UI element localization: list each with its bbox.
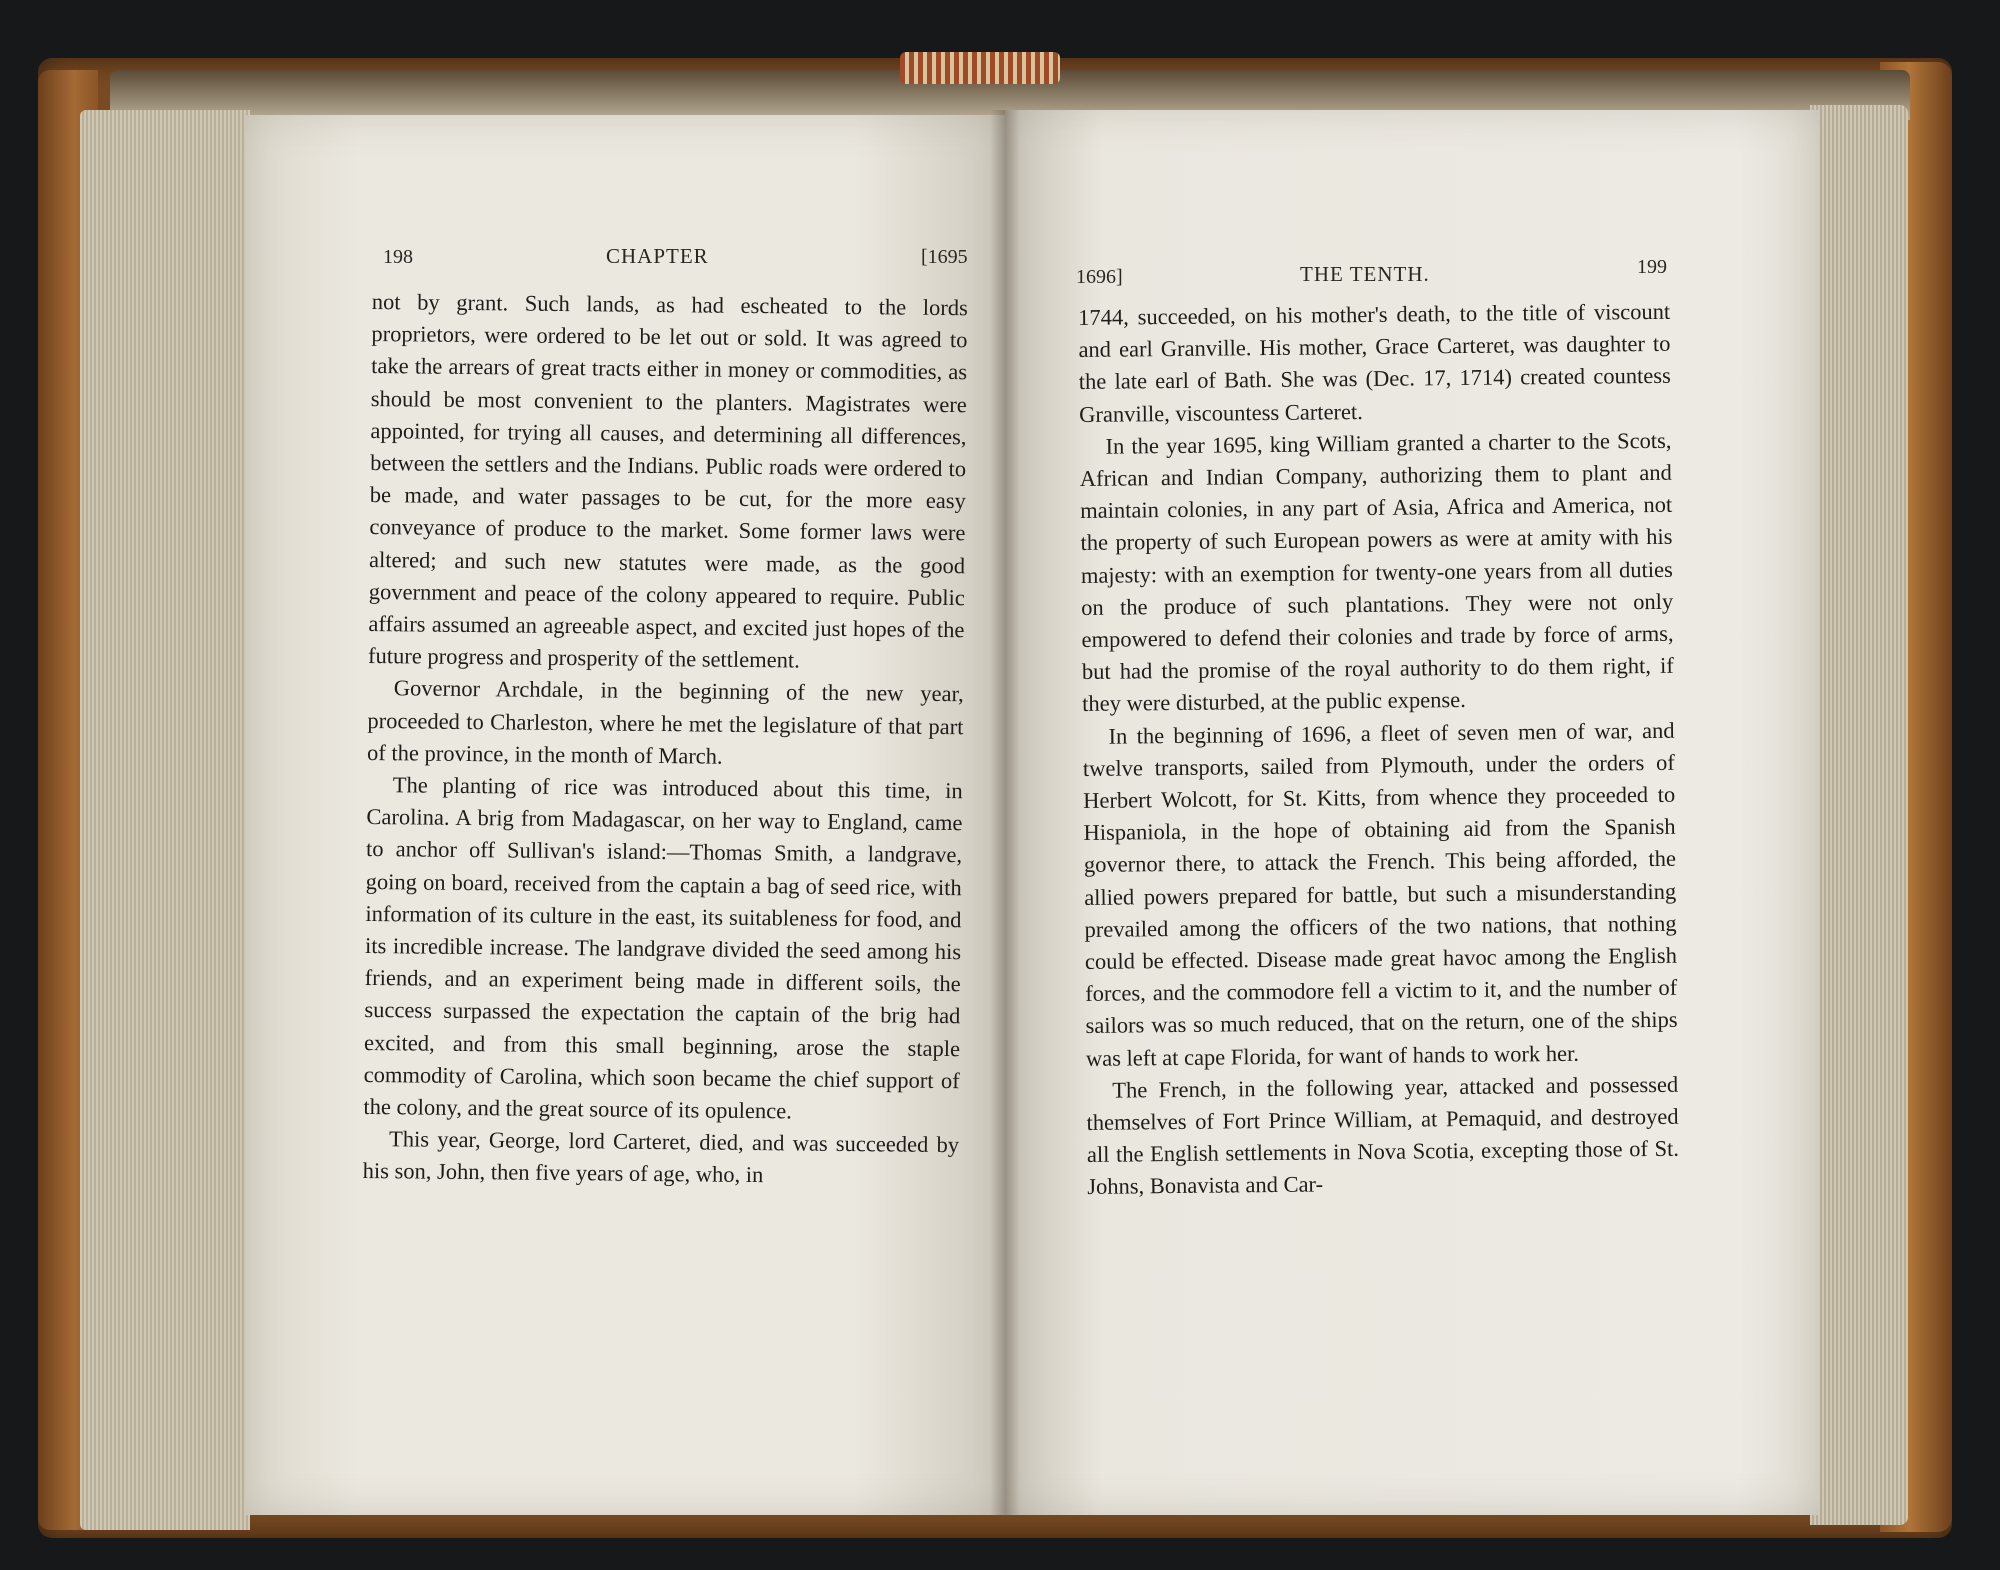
left-page-text	[363, 286, 968, 1194]
paragraph: The planting of rice was introduced about this time, in Carolina. A brig from Madagascar, on her way to England, came to anchor off Sullivan's island:—Thomas Smith, a landgrave, going on board, received from the captain a bag of seed rice, with information of its culture in the east, its suitableness for food, and its incredible increase. The landgrave divided the seed among his friends, and an experiment being made in different soils, the success surpassed the expectation the captain of the brig had excited, and from this small beginning, arose the staple commodity of Carolina, which soon became the chief support of the colony, and the great source of its opulence.	[363, 772, 963, 1124]
left-page-year: [1695	[921, 246, 968, 268]
left-page-stack	[80, 110, 250, 1530]
left-running-head: CHAPTER	[606, 244, 709, 268]
headband	[900, 52, 1060, 84]
right-page-number: 199	[1637, 256, 1667, 278]
right-page-text	[1078, 296, 1679, 1204]
paragraph: not by grant. Such lands, as had escheated to the lords proprietors, were ordered to be let out or sold. It was agreed to take the arrears of great tracts either in money or commodities, as should be most convenient to the planters. Magistrates were appointed, for trying all causes, and determining all differences, between the settlers and the Indians. Public roads were ordered to be made, and water passages to be cut, for the more easy conveyance of produce to the market. Some former laws were altered; and such new statutes were made, as the good government and peace of the colony appeared to require. Public affairs assumed an agreeable aspect, and excited just hopes of the future progress and prosperity of the settlement.	[367, 288, 968, 673]
left-page-number: 198	[383, 246, 413, 268]
paragraph: 1744, succeeded, on his mother's death, to the title of viscount and earl Granville. His mother, Grace Carteret, was daughter to the late earl of Bath. She was (Dec. 17, 1714) created countess Granville, viscountess Carteret.	[1078, 298, 1671, 427]
right-running-head: THE TENTH.	[1300, 262, 1430, 286]
paragraph: Governor Archdale, in the beginning of the new year, proceeded to Charleston, where he met the legislature of that part of the province, in the month of March.	[366, 675, 964, 769]
paragraph: The French, in the following year, attacked and possessed themselves of Fort Prince William, at Pemaquid, and destroyed all the English settlements in Nova Scotia, excepting those of St. Johns, Bonavista and Car-	[1086, 1071, 1680, 1200]
right-page-year: 1696]	[1076, 266, 1123, 288]
paragraph: In the beginning of 1696, a fleet of seven men of war, and twelve transports, sailed from Plymouth, under the orders of Herbert Wolcott, for St. Kitts, from whence they proceeded to Hispaniola, in the hope of obtaining aid from the Spanish governor there, to attack the French. This being afforded, the allied powers prepared for battle, but such a misunderstanding prevailed among the officers of the two nations, that nothing could be effected. Disease made great havoc among the English forces, and the commodore fell a victim to it, and the number of sailors was so much reduced, that on the return, one of the ships was left at cape Florida, for want of hands to work her.	[1082, 717, 1678, 1071]
right-page-stack	[1810, 105, 1908, 1525]
paragraph: This year, George, lord Carteret, died, and was succeeded by his son, John, then five years of age, who, in	[362, 1126, 960, 1188]
book-gutter	[990, 110, 1020, 1515]
paragraph: In the year 1695, king William granted a charter to the Scots, African and Indian Company, authorizing them to plant and maintain colonies, in any part of Asia, Africa and America, not the property of such European powers as were at amity with his majesty: with an exemption for twenty-one years from all duties on the produce of such plantations. They were not only empowered to defend their colonies and trade by force of arms, but had the promise of the royal authority to do them right, if they were disturbed, at the public expense.	[1079, 427, 1674, 717]
